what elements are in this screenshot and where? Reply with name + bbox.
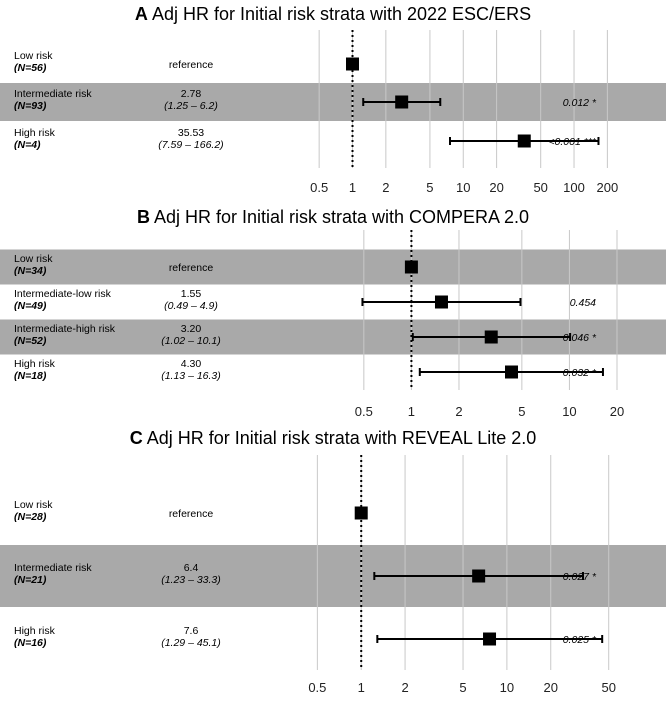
x-tick-label: 1 [357, 680, 365, 695]
hr-point [485, 331, 498, 344]
panel-letter: A [134, 3, 148, 24]
hr-estimate: reference [168, 59, 214, 71]
hr-ci: (1.02 – 10.1) [161, 335, 221, 347]
row-label: Intermediate-high risk [14, 323, 115, 335]
x-tick-label: 200 [596, 180, 619, 195]
hr-point [395, 96, 408, 109]
x-tick-label: 5 [426, 180, 434, 195]
row-label: Intermediate risk [14, 562, 92, 574]
row-label: High risk [14, 358, 55, 370]
x-tick-label: 5 [459, 680, 467, 695]
panel-title [135, 4, 531, 24]
row-label: High risk [14, 625, 55, 637]
x-tick-label: 10 [562, 404, 577, 419]
panel-title-text: Adj HR for Initial risk strata with COMPERA 2.0 [153, 206, 530, 227]
hr-point [346, 58, 359, 71]
panel-letter: C [129, 427, 143, 448]
hr-estimate: 1.55 [180, 288, 202, 300]
hr-point [435, 296, 448, 309]
x-tick-label: 10 [499, 680, 515, 695]
row-n: (N=34) [14, 265, 47, 277]
p-value: <0.001 *** [548, 136, 596, 148]
x-tick-label: 20 [543, 680, 558, 695]
row-n: (N=56) [14, 62, 47, 74]
x-tick-label: 2 [455, 404, 463, 419]
row-label: Low risk [14, 499, 53, 511]
row-label: High risk [14, 127, 55, 139]
row-label: Low risk [14, 50, 53, 62]
forest-row [14, 288, 596, 312]
panel-c [0, 428, 666, 695]
hr-ci: (7.59 – 166.2) [158, 139, 224, 151]
hr-estimate: 3.20 [180, 323, 202, 335]
x-tick-label: 20 [489, 180, 504, 195]
hr-ci: (1.25 – 6.2) [164, 100, 218, 112]
x-tick-label: 50 [533, 180, 548, 195]
forest-row [14, 499, 368, 523]
hr-estimate: 35.53 [177, 127, 205, 139]
x-tick-label: 5 [518, 404, 526, 419]
row-label: Intermediate risk [14, 88, 92, 100]
panel-title-text: Adj HR for Initial risk strata with 2022 ESC/ERS [151, 3, 532, 24]
x-tick-label: 0.5 [310, 180, 329, 195]
p-value: 0.025 * [562, 634, 596, 646]
row-label: Intermediate-low risk [14, 288, 111, 300]
hr-ci: (1.29 – 45.1) [161, 637, 221, 649]
forest-row [14, 625, 602, 649]
panel-a [0, 4, 666, 195]
hr-estimate: 7.6 [183, 625, 199, 637]
x-tick-label: 10 [456, 180, 471, 195]
p-value: 0.012 * [562, 97, 596, 109]
panel-title-text: Adj HR for Initial risk strata with REVEAL Lite 2.0 [146, 427, 537, 448]
hr-point [355, 507, 368, 520]
forest-row [14, 50, 359, 74]
panel-letter: B [136, 206, 150, 227]
forest-row [14, 358, 603, 382]
x-tick-label: 2 [382, 180, 390, 195]
hr-ci: (1.13 – 16.3) [161, 370, 221, 382]
hr-estimate: 4.30 [180, 358, 202, 370]
panel-title [137, 207, 529, 227]
row-n: (N=49) [14, 300, 47, 312]
row-n: (N=52) [14, 335, 47, 347]
panel-b [0, 207, 666, 419]
hr-estimate: 6.4 [183, 562, 199, 574]
x-tick-label: 100 [563, 180, 585, 195]
row-band [0, 250, 666, 285]
hr-point [472, 570, 485, 583]
p-value: 0.454 [569, 297, 596, 309]
row-n: (N=93) [14, 100, 47, 112]
hr-ci: (0.49 – 4.9) [164, 300, 218, 312]
x-tick-label: 2 [401, 680, 409, 695]
p-value: 0.032 * [562, 367, 596, 379]
x-tick-label: 1 [407, 404, 416, 419]
hr-estimate: reference [168, 508, 214, 520]
hr-estimate: 2.78 [180, 88, 202, 100]
x-tick-label: 0.5 [354, 404, 373, 419]
x-tick-label: 20 [609, 404, 625, 419]
hr-ci: (1.23 – 33.3) [161, 574, 221, 586]
hr-point [505, 366, 518, 379]
forest-row [14, 127, 598, 151]
hr-point [518, 135, 531, 148]
p-value: 0.046 * [562, 332, 596, 344]
x-tick-label: 1 [348, 180, 357, 195]
hr-point [483, 633, 496, 646]
row-n: (N=4) [14, 139, 41, 151]
row-n: (N=16) [14, 637, 47, 649]
hr-estimate: reference [168, 262, 214, 274]
x-tick-label: 0.5 [308, 680, 327, 695]
row-n: (N=28) [14, 511, 47, 523]
row-label: Low risk [14, 253, 53, 265]
x-tick-label: 50 [601, 680, 616, 695]
hr-point [405, 261, 418, 274]
p-value: 0.027 * [562, 571, 596, 583]
panel-title [130, 428, 537, 448]
row-n: (N=18) [14, 370, 47, 382]
row-n: (N=21) [14, 574, 47, 586]
